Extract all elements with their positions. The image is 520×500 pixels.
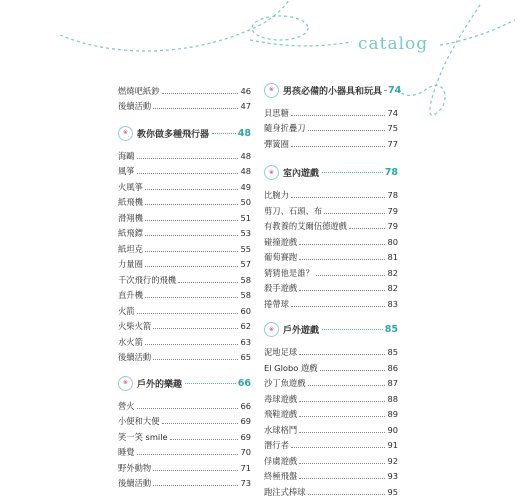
toc-entry-page: 66 xyxy=(240,400,251,411)
toc-entry-title: 有教養的艾爾伍德遊戲 xyxy=(264,221,347,231)
toc-entry[interactable] xyxy=(118,80,251,96)
toc-entry-page: 80 xyxy=(387,236,398,247)
toc-entry-page: 62 xyxy=(240,321,251,331)
toc-entry[interactable] xyxy=(118,161,251,177)
toc-entry-page: 88 xyxy=(387,393,398,404)
section-page: 74 xyxy=(388,84,402,96)
dot-leader xyxy=(308,494,386,495)
dot-leader xyxy=(137,408,239,409)
section-title: 室內遊戲 xyxy=(283,169,320,179)
toc-entry-page: 50 xyxy=(240,197,251,207)
toc-entry[interactable] xyxy=(264,185,398,201)
toc-entry-title: 海鷗 xyxy=(118,150,135,161)
toc-section-heading[interactable] xyxy=(264,320,398,340)
toc-entry-title: 睡覺 xyxy=(118,447,135,457)
toc-entry-title: 猜猜他是誰？ xyxy=(264,267,314,278)
toc-entry-page: 58 xyxy=(240,274,251,285)
toc-entry-title: 捲帶球 xyxy=(264,298,289,309)
toc-entry[interactable] xyxy=(264,133,398,149)
dot-leader xyxy=(137,158,239,159)
dot-leader xyxy=(145,266,239,267)
toc-entry[interactable] xyxy=(264,293,398,309)
dot-leader xyxy=(162,423,239,424)
section-title: 男孩必備的小器具和玩具 xyxy=(283,86,383,97)
toc-entry-title: 剪刀、石頭、布 xyxy=(264,205,323,216)
toc-entry-title: 終極飛盤 xyxy=(264,471,298,481)
toc-entry[interactable] xyxy=(118,223,251,239)
flower-badge-icon: ❀ xyxy=(264,83,279,98)
dot-leader xyxy=(308,385,386,386)
toc-entry[interactable] xyxy=(118,285,251,301)
toc-entry-page: 83 xyxy=(387,298,398,309)
toc-entry-title: 殺手遊戲 xyxy=(264,283,298,293)
toc-entry-page: 65 xyxy=(240,352,251,362)
toc-entry-title: 火柴火箭 xyxy=(118,321,152,331)
toc-entry-title: 葡萄賽跑 xyxy=(264,252,298,262)
flower-badge-icon: ❀ xyxy=(264,322,279,337)
toc-entry[interactable] xyxy=(118,207,251,223)
dot-leader xyxy=(137,173,239,174)
toc-entry-title: 水球格鬥 xyxy=(264,424,298,435)
toc-entry-page: 82 xyxy=(387,283,398,293)
catalog-heading: catalog xyxy=(358,34,429,54)
dot-leader xyxy=(291,115,386,116)
toc-entry[interactable] xyxy=(118,457,251,473)
dot-leader xyxy=(170,439,239,440)
toc-entry-page: 69 xyxy=(240,431,251,442)
toc-entry[interactable] xyxy=(264,231,398,247)
dot-leader xyxy=(145,297,239,298)
dot-leader xyxy=(145,220,239,221)
toc-entry-page: 86 xyxy=(387,362,398,373)
toc-entry-page: 46 xyxy=(240,85,251,96)
toc-entry-title: 跑注式棒球 xyxy=(264,486,306,497)
toc-entry-page: 75 xyxy=(387,123,398,133)
dot-leader xyxy=(145,251,239,252)
toc-entry-title: 彈簧圈 xyxy=(264,138,289,149)
toc-entry[interactable] xyxy=(264,481,398,497)
toc-entry-title: 火風箏 xyxy=(118,181,143,192)
toc-entry[interactable] xyxy=(264,357,398,373)
toc-entry[interactable] xyxy=(264,373,398,389)
toc-entry-title: 俘虜遊戲 xyxy=(264,455,298,466)
toc-entry-page: 91 xyxy=(387,440,398,450)
section-dot-leader xyxy=(322,329,383,330)
toc-entry-page: 77 xyxy=(387,138,398,149)
section-page: 48 xyxy=(237,127,251,139)
toc-entry[interactable] xyxy=(264,388,398,404)
toc-entry[interactable] xyxy=(118,316,251,332)
dot-leader xyxy=(349,228,385,229)
dot-leader xyxy=(153,108,238,109)
toc-entry-page: 73 xyxy=(240,478,251,488)
toc-entry-title: 紙飛鏢 xyxy=(118,228,143,238)
toc-left-column xyxy=(118,80,251,488)
toc-entry-page: 78 xyxy=(387,190,398,200)
toc-entry-page: 57 xyxy=(240,259,251,269)
dot-leader xyxy=(291,306,386,307)
toc-entry-title: 潛行者 xyxy=(264,440,289,450)
toc-entry-page: 79 xyxy=(387,205,398,216)
flower-badge-icon: ❀ xyxy=(118,126,133,141)
section-dot-leader xyxy=(185,383,236,384)
toc-entry-title: 紙坦克 xyxy=(118,243,143,254)
toc-entry-page: 51 xyxy=(240,212,251,223)
toc-entry-title: 泥地足球 xyxy=(264,347,298,357)
dot-leader xyxy=(291,146,386,147)
dot-leader xyxy=(145,204,239,205)
section-title: 教你做多種飛行器 xyxy=(137,129,210,140)
toc-entry-page: 47 xyxy=(240,101,251,111)
toc-entry-title: 小便和大便 xyxy=(118,416,160,426)
toc-entry[interactable] xyxy=(118,300,251,316)
toc-entry-title: 力量圈 xyxy=(118,259,143,269)
toc-entry[interactable] xyxy=(264,200,398,216)
toc-entry[interactable] xyxy=(264,342,398,358)
toc-entry[interactable] xyxy=(264,450,398,466)
toc-entry[interactable] xyxy=(264,278,398,294)
flower-badge-icon: ❀ xyxy=(118,376,133,391)
toc-entry[interactable] xyxy=(118,395,251,411)
toc-entry-page: 55 xyxy=(240,243,251,254)
toc-entry-title: 後續活動 xyxy=(118,478,152,488)
toc-entry[interactable] xyxy=(118,145,251,161)
toc-entry[interactable] xyxy=(118,254,251,270)
dot-leader xyxy=(299,259,385,260)
toc-section-heading[interactable] xyxy=(118,373,251,393)
toc-entry[interactable] xyxy=(264,435,398,451)
toc-entry-title: 紙飛機 xyxy=(118,197,143,207)
toc-entry-page: 58 xyxy=(240,290,251,300)
toc-entry-page: 92 xyxy=(387,455,398,466)
section-dot-leader xyxy=(384,90,386,91)
section-page: 66 xyxy=(237,377,251,389)
toc-entry[interactable] xyxy=(118,426,251,442)
toc-entry-title: 營火 xyxy=(118,400,135,411)
dot-leader xyxy=(299,290,385,291)
toc-section-heading[interactable] xyxy=(118,123,251,143)
dot-leader xyxy=(137,454,239,455)
section-page: 85 xyxy=(384,324,398,335)
dot-leader xyxy=(153,485,238,486)
dot-leader xyxy=(299,244,385,245)
dot-leader xyxy=(162,93,239,94)
toc-entry[interactable] xyxy=(118,331,251,347)
dot-leader xyxy=(291,447,386,448)
dot-leader xyxy=(320,370,386,371)
toc-entry-page: 90 xyxy=(387,424,398,435)
toc-entry-page: 74 xyxy=(387,107,398,118)
toc-entry-title: 沙丁魚遊戲 xyxy=(264,378,306,388)
toc-entry[interactable] xyxy=(264,118,398,134)
dot-leader xyxy=(299,463,385,464)
toc-entry-page: 79 xyxy=(387,221,398,231)
toc-entry[interactable] xyxy=(264,247,398,263)
toc-entry-page: 87 xyxy=(387,378,398,388)
toc-entry-page: 89 xyxy=(387,409,398,419)
section-dot-leader xyxy=(322,172,383,173)
section-dot-leader xyxy=(212,133,236,134)
toc-entry-title: 貝思糖 xyxy=(264,107,289,118)
toc-entry-title: 火箭 xyxy=(118,305,135,316)
toc-entry[interactable] xyxy=(118,347,251,363)
flower-badge-icon: ❀ xyxy=(264,165,279,180)
toc-entry-title: 碰撞遊戲 xyxy=(264,236,298,247)
toc-entry[interactable] xyxy=(118,176,251,192)
toc-entry[interactable] xyxy=(264,216,398,232)
toc-entry-page: 95 xyxy=(387,486,398,497)
section-title: 戶外遊戲 xyxy=(283,326,320,336)
toc-entry-title: 笑一笑 smile xyxy=(118,431,168,442)
section-title: 戶外的樂趣 xyxy=(137,379,183,390)
dot-leader xyxy=(299,401,385,402)
toc-entry-title: 風箏 xyxy=(118,166,135,176)
toc-entry-page: 48 xyxy=(240,166,251,176)
toc-entry[interactable] xyxy=(118,238,251,254)
dot-leader xyxy=(145,189,239,190)
dot-leader xyxy=(324,213,385,214)
toc-entry-page: 71 xyxy=(240,462,251,473)
dot-leader xyxy=(291,197,386,198)
toc-entry-title: 直升機 xyxy=(118,290,143,300)
toc-entry[interactable] xyxy=(118,442,251,458)
toc-entry[interactable] xyxy=(264,262,398,278)
toc-entry-page: 69 xyxy=(240,416,251,426)
toc-entry-title: 比腕力 xyxy=(264,190,289,200)
toc-entry-page: 81 xyxy=(387,252,398,262)
toc-entry[interactable] xyxy=(264,404,398,420)
toc-entry-page: 60 xyxy=(240,305,251,316)
dot-leader xyxy=(145,235,239,236)
toc-section-heading[interactable] xyxy=(264,80,402,100)
toc-entry-page: 48 xyxy=(240,150,251,161)
toc-entry-title: 千次飛行的飛機 xyxy=(118,274,177,285)
dot-leader xyxy=(153,328,238,329)
toc-entry-page: 70 xyxy=(240,447,251,457)
toc-entry[interactable] xyxy=(118,96,251,112)
toc-entry-title: 燃燒吧紙鈔 xyxy=(118,85,160,96)
dot-leader xyxy=(299,354,385,355)
toc-entry[interactable] xyxy=(264,419,398,435)
toc-entry-page: 85 xyxy=(387,347,398,357)
toc-entry-title: 後續活動 xyxy=(118,101,152,111)
dot-leader xyxy=(299,478,385,479)
toc-entry-title: 隨身折疊刀 xyxy=(264,123,306,133)
dot-leader xyxy=(153,359,238,360)
toc-entry-title: 野外動物 xyxy=(118,462,152,473)
toc-entry[interactable] xyxy=(118,473,251,489)
toc-section-heading[interactable] xyxy=(264,163,398,183)
dot-leader xyxy=(153,470,238,471)
dot-leader xyxy=(299,432,385,433)
toc-entry[interactable] xyxy=(264,102,398,118)
dot-leader xyxy=(299,416,385,417)
toc-entry-title: 飛鞋遊戲 xyxy=(264,409,298,419)
section-page: 78 xyxy=(384,167,398,178)
toc-entry-title: El Globo 遊戲 xyxy=(264,362,318,373)
toc-entry-page: 82 xyxy=(387,267,398,278)
toc-right-column xyxy=(264,80,402,497)
dot-leader xyxy=(137,313,239,314)
toc-entry[interactable] xyxy=(118,192,251,208)
toc-entry[interactable] xyxy=(264,466,398,482)
toc-entry[interactable] xyxy=(118,269,251,285)
toc-entry-page: 63 xyxy=(240,336,251,347)
dot-leader xyxy=(145,344,239,345)
toc-entry-title: 毒球遊戲 xyxy=(264,393,298,404)
toc-entry-page: 93 xyxy=(387,471,398,481)
dot-leader xyxy=(178,282,238,283)
toc-entry[interactable] xyxy=(118,411,251,427)
toc-entry-title: 水火箭 xyxy=(118,336,143,347)
dot-leader xyxy=(316,275,386,276)
toc-entry-title: 滑翔機 xyxy=(118,212,143,223)
toc-entry-page: 49 xyxy=(240,181,251,192)
toc-entry-page: 53 xyxy=(240,228,251,238)
dot-leader xyxy=(308,130,386,131)
toc-entry-title: 後續活動 xyxy=(118,352,152,362)
